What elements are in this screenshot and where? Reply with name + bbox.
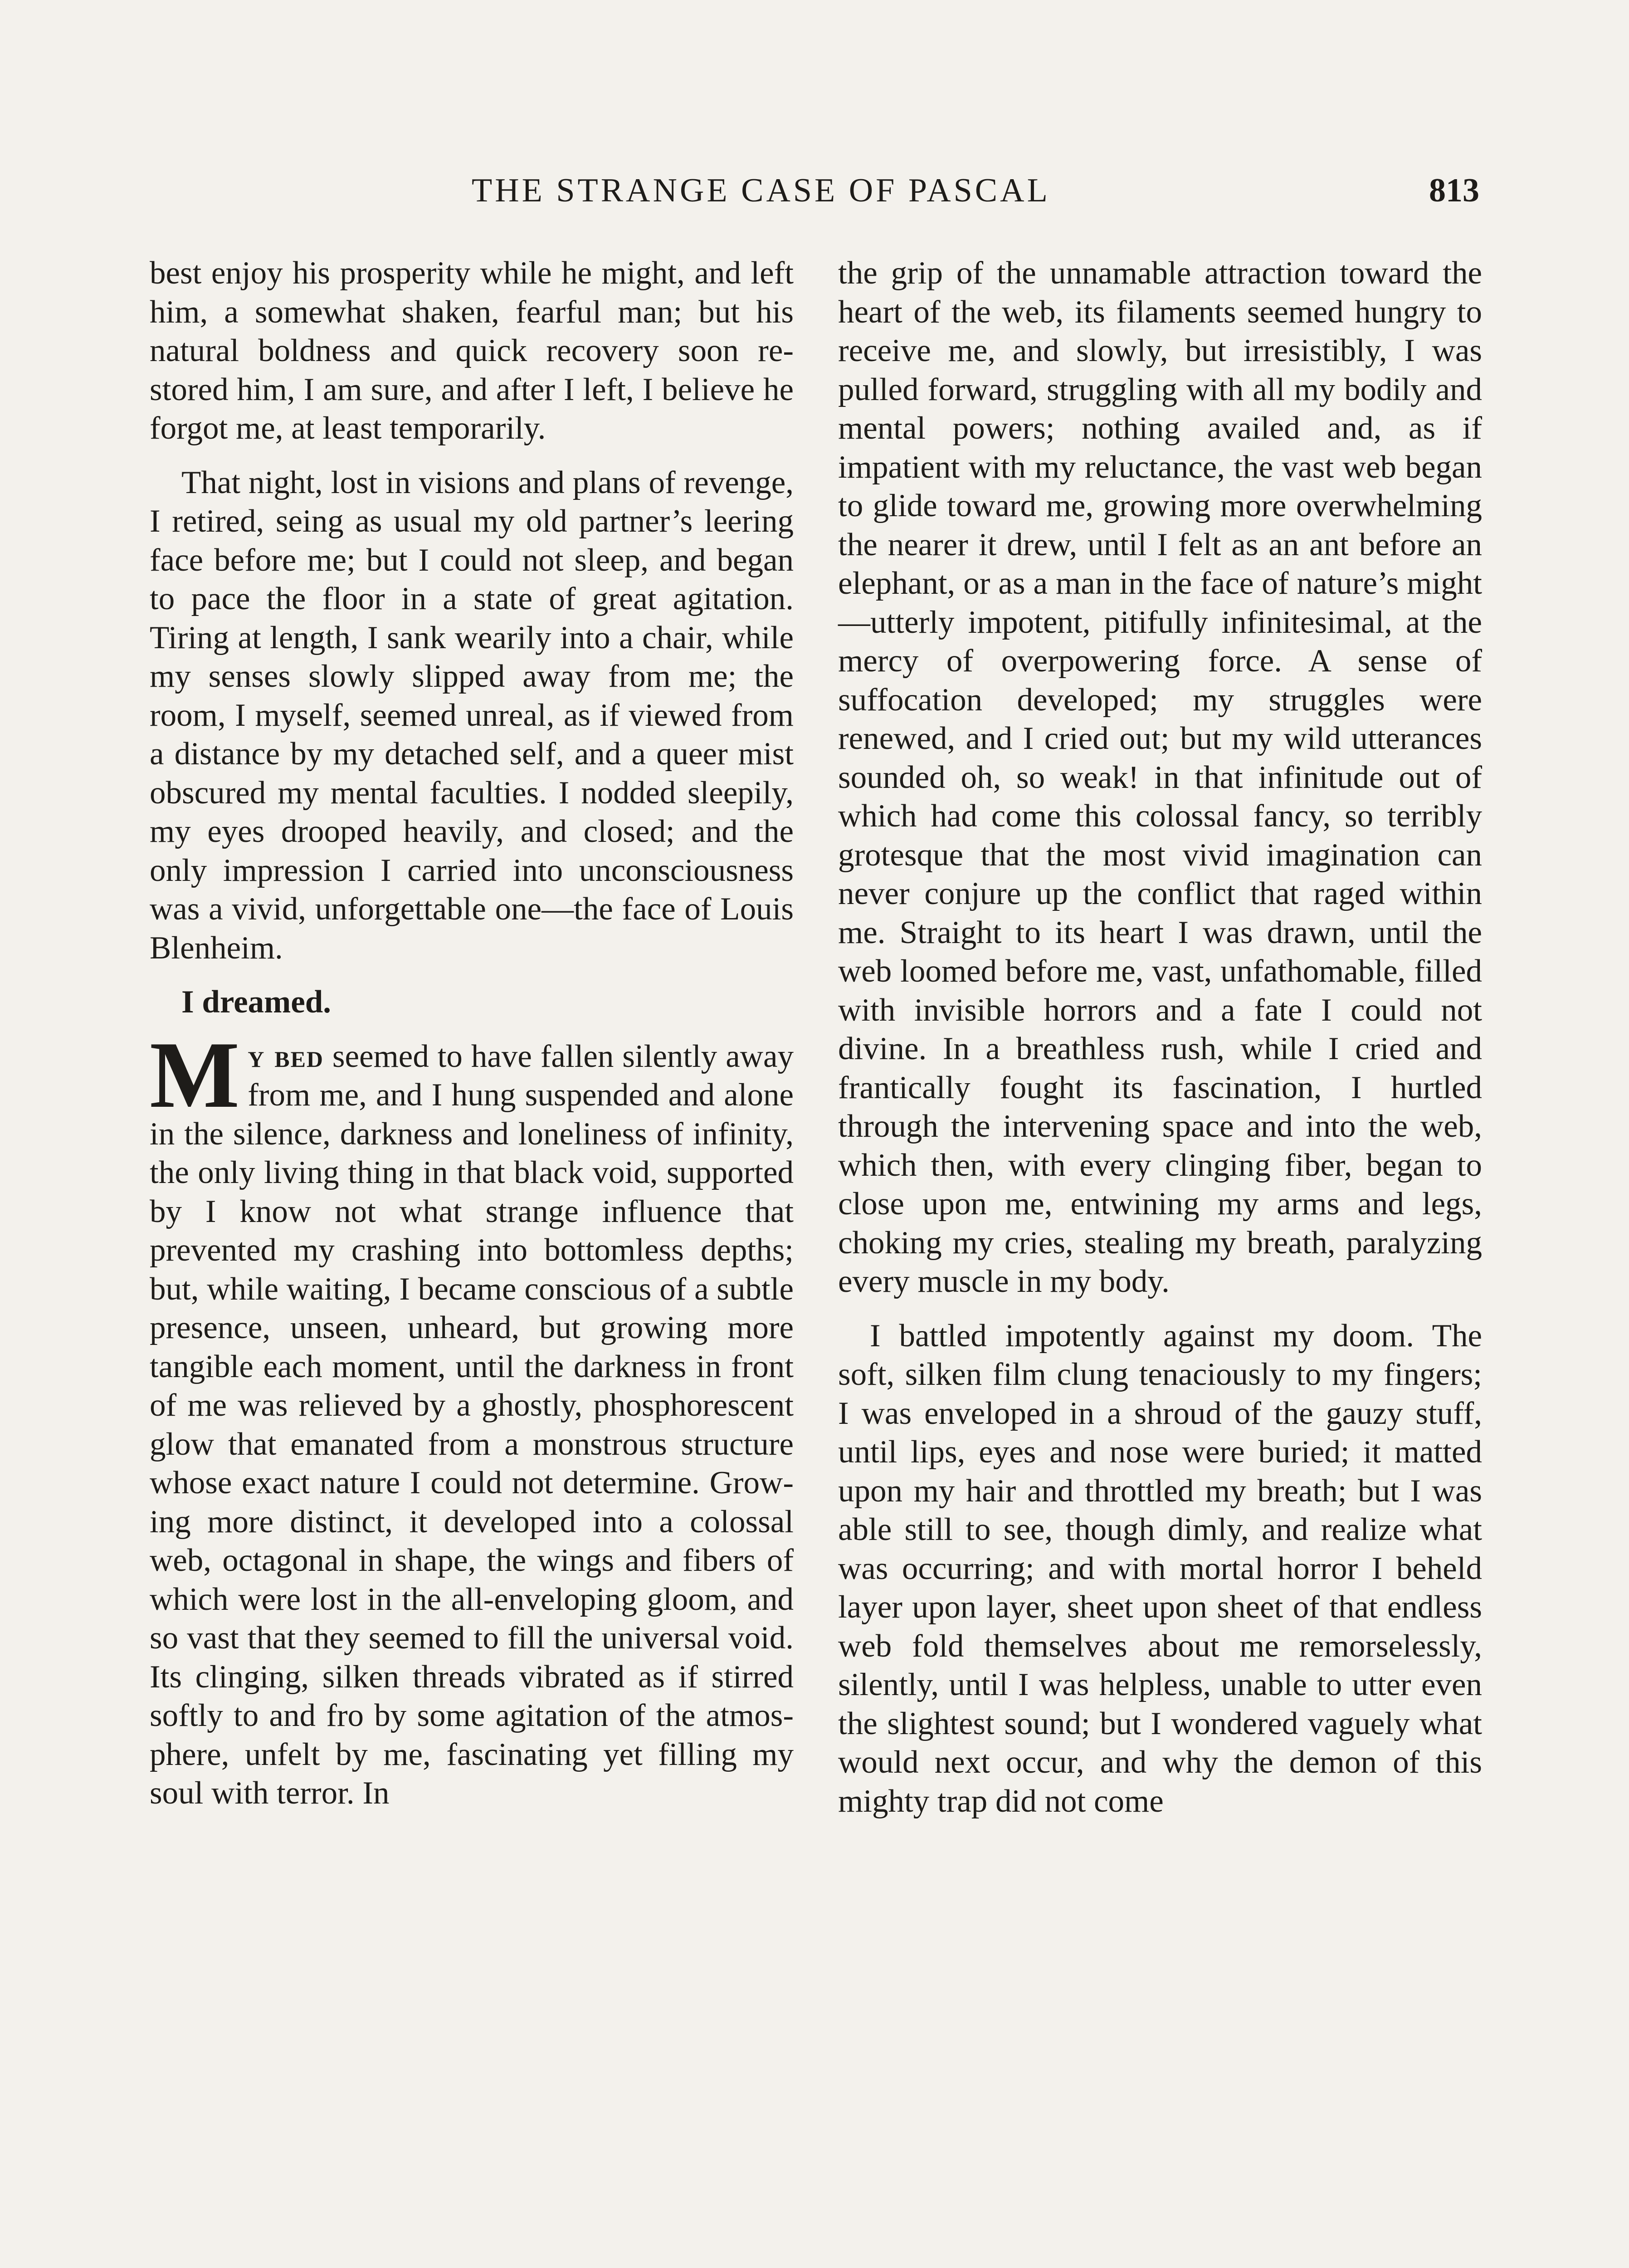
- paragraph: I battled impotently against my doom. The soft, silken film clung tenaciously to my fingers; I was enveloped in a shroud of the gauzy stuff, until lips, eyes and nose were buried; it matted upon my hair and throttled my breath; but I was able still to see, though dimly, and realize what was occurring; and with mortal horror I beheld layer upon layer, sheet upon sheet of that endless web fold themselves about me remorselessly, silently, until I was helpless, unable to utter even the slightest sound; but I wondered vaguely what would next occur, and why the demon of this mighty trap did not come: [838, 1318, 1482, 1819]
- page-header: [472, 163, 1479, 218]
- right-column: [838, 254, 1482, 1821]
- left-column: [150, 254, 794, 1813]
- paragraph-dropcap: [150, 1022, 794, 1813]
- paragraph-dreamed: I dreamed.: [181, 984, 332, 1020]
- small-caps-lead: y bed: [248, 1038, 324, 1074]
- paragraph-text: seemed to have fallen silently away from me, and I hung suspended and alone in the silence, darkness and loneliness of infinity, the only living thing in that black void, supported by I know not what strange influence that prevented my crashing into bottomless depths; but, while waiting, I became conscious of a subtle presence, unseen, unheard, but growing more tangible each moment, until the darkness in front of me was relieved by a ghostly, phosphorescent glow that emanated from a monstrous structure whose exact nature I could not determine. Growing more distinct, it developed into a colossal web, octagonal in shape, the wings and fibers of which were lost in the all-enveloping gloom, and so vast that they seemed to fill the universal void. Its clinging, silken threads vibrated as if stirred softly to and fro by some agitation of the atmosphere, unfelt by me, fascinating yet filling my soul with terror. In: [150, 1038, 794, 1811]
- page-number: 813: [1429, 171, 1479, 209]
- drop-cap: M: [150, 1022, 240, 1128]
- paragraph: the grip of the unnamable attraction toward the heart of the web, its filaments seemed hungry to receive me, and slowly, but irresistibly, I was pulled forward, struggling with all my bodily and mental powers; nothing availed and, as if impatient with my reluctance, the vast web began to glide toward me, growing more overwhelming the nearer it drew, until I felt as an ant before an elephant, or as a man in the face of nature’s might —utterly impotent, pitifully infinitesimal, at the mercy of overpowering force. A sense of suffocation developed; my struggles were renewed, and I cried out; but my wild utterances sounded oh, so weak! in that infinitude out of which had come this colossal fancy, so terribly grotesque that the most vivid imagination can never conjure up the conflict that raged within me. Straight to its heart I was drawn, until the web loomed before me, vast, unfathomable, filled with invisible horrors and a fate I could not divine. In a breathless rush, while I cried and frantically fought its fascination, I hurtled through the intervening space and into the web, which then, with every clinging fiber, began to close upon me, entwining my arms and legs, choking my cries, stealing my breath, paralyzing every muscle in my body.: [838, 255, 1482, 1299]
- paragraph: That night, lost in visions and plans of revenge, I retired, seing as usual my old partner’s leering face before me; but I could not sleep, and began to pace the floor in a state of great agitation. Tiring at length, I sank wearily into a chair, while my senses slowly slipped away from me; the room, I myself, seemed unreal, as if viewed from a distance by my detached self, and a queer mist obscured my mental faculties. I nodded sleepily, my eyes drooped heavily, and closed; and the only impression I carried into unconsciousness was a vivid, unforgettable one—the face of Louis Blenheim.: [150, 464, 794, 966]
- paragraph: best enjoy his prosperity while he might, and left him, a somewhat shaken, fearful man; but his natural boldness and quick recovery soon restored him, I am sure, and after I left, I believe he forgot me, at least temporarily.: [150, 255, 794, 446]
- running-head: THE STRANGE CASE OF PASCAL: [472, 171, 1050, 209]
